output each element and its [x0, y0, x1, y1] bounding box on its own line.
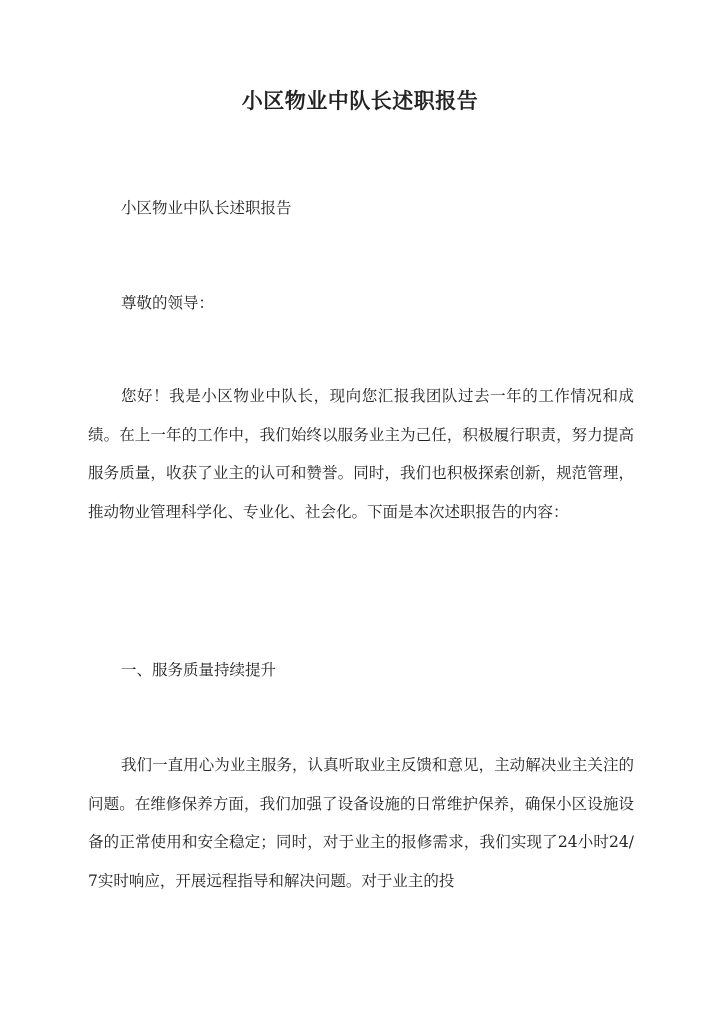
body-paragraph-salutation: 尊敬的领导：	[121, 294, 215, 312]
body-paragraph-report-heading: 小区物业中队长述职报告	[121, 199, 292, 217]
document-title: 小区物业中队长述职报告	[241, 88, 479, 113]
section-heading-service-quality: 一、服务质量持续提升	[121, 661, 277, 679]
body-paragraph-introduction: 您好！我是小区物业中队长，现向您汇报我团队过去一年的工作情况和成绩。在上一年的工作中，我们始终以服务业主为己任，积极履行职责，努力提高服务质量，收获了业主的认可和赞誉。同时，我们也积极探索创新，规范管理，推动物业管理科学化、专业化、社会化。下面是本次述职报告的内容：	[88, 387, 634, 521]
body-paragraph-service-details: 我们一直用心为业主服务，认真听取业主反馈和意见，主动解决业主关注的问题。在维修保养方面，我们加强了设备设施的日常维护保养，确保小区设施设备的正常使用和安全稳定；同时，对于业主的报修需求，我们实现了24小时24/7实时响应，开展远程指导和解决问题。对于业主的投	[88, 756, 634, 890]
